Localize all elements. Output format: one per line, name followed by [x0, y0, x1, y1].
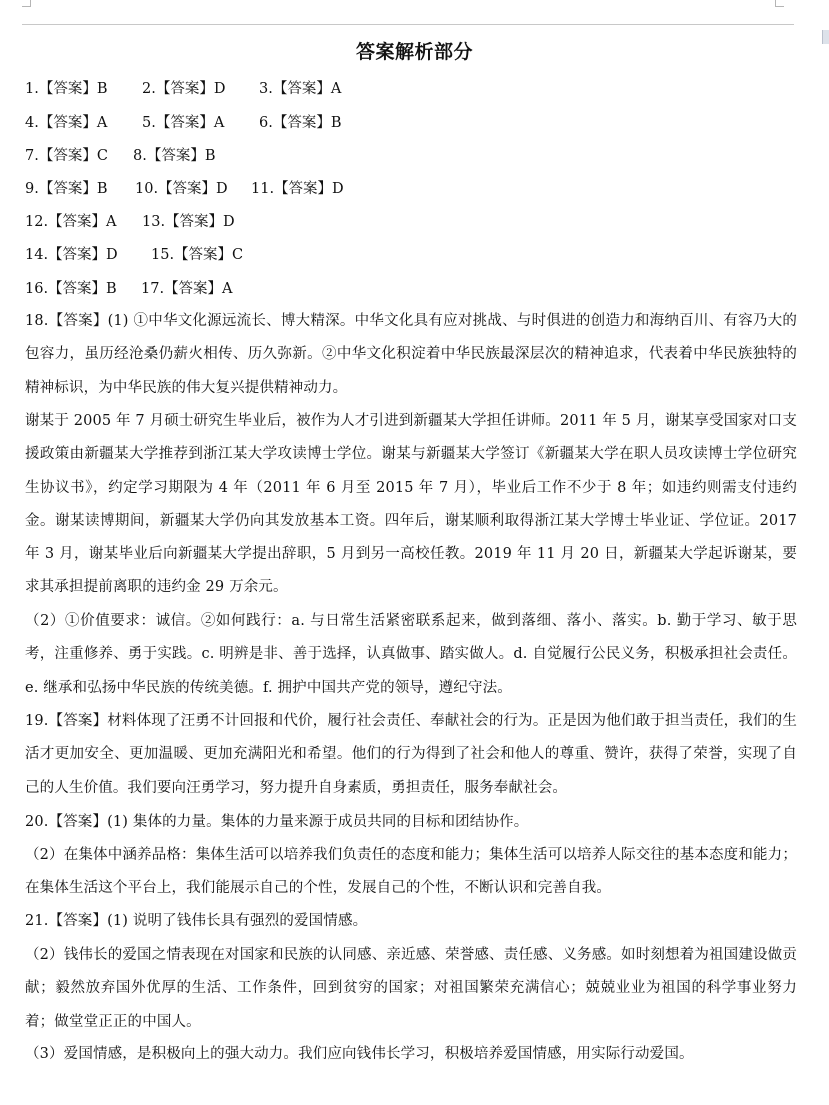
answer-15: 15.【答案】C: [151, 247, 244, 263]
answer-row-1: [25, 79, 341, 99]
answer-row-3: [25, 146, 216, 166]
q21-answer-part1: 21.【答案】(1) 说明了钱伟长具有强烈的爱国情感。: [25, 913, 368, 929]
answer-5: 5.【答案】A: [142, 115, 225, 131]
answer-17: 17.【答案】A: [141, 281, 233, 297]
header-rule: [22, 24, 794, 25]
q18-case-material: 谢某于 2005 年 7 月硕士研究生毕业后，被作为人才引进到新疆某大学担任讲师。2011 年 5 月，谢某享受国家对口支援政策由新疆某大学推荐到浙江某大学攻读博士学位。谢某与新疆某大学签订《新疆某大学在职人员攻读博士学位研究生协议书》，约定学习期限为 4 年（2011 年 6 月至 2015 年 7 月），毕业后工作不少于 8 年；如违约则需支付违约金。谢某读博期间，新疆某大学仍向其发放基本工资。四年后，谢某顺利取得浙江某大学博士毕业证、学位证。2017 年 3 月，谢某毕业后向新疆某大学提出辞职，5 月到另一高校任教。2019 年 11 月 20 日，新疆某大学起诉谢某，要求其承担提前离职的违约金 29 万余元。: [25, 413, 797, 596]
answer-row-2: [25, 113, 342, 133]
page-corner-mark-right: [775, 0, 784, 7]
answer-row-4: [25, 179, 344, 199]
answer-row-6: [25, 245, 243, 265]
q21-answer-part2: （2）钱伟长的爱国之情表现在对国家和民族的认同感、亲近感、荣誉感、责任感、义务感。如时刻想着为祖国建设做贡献；毅然放弃国外优厚的生活、工作条件，回到贫穷的国家；对祖国繁荣充满信心；兢兢业业为祖国的科学事业努力着；做堂堂正正的中国人。: [25, 947, 797, 1030]
answer-16: 16.【答案】B: [25, 281, 117, 297]
answer-3: 3.【答案】A: [259, 81, 342, 97]
q18-answer-part1: 18.【答案】(1) ①中华文化源远流长、博大精深。中华文化具有应对挑战、与时俱进的创造力和海纳百川、有容乃大的包容力，虽历经沧桑仍薪火相传、历久弥新。②中华文化积淀着中华民族最深层次的精神追求，代表着中华民族独特的精神标识，为中华民族的伟大复兴提供精神动力。: [25, 313, 797, 396]
answer-6: 6.【答案】B: [259, 115, 342, 131]
answer-4: 4.【答案】A: [25, 115, 108, 131]
answer-2: 2.【答案】D: [142, 81, 226, 97]
answer-row-7: [25, 279, 233, 299]
q20-answer-part2: （2）在集体中涵养品格：集体生活可以培养我们负责任的态度和能力；集体生活可以培养人际交往的基本态度和能力；在集体生活这个平台上，我们能展示自己的个性，发展自己的个性，不断认识和完善自我。: [25, 847, 797, 897]
answer-11: 11.【答案】D: [251, 181, 344, 197]
q20-answer-part1: 20.【答案】(1) 集体的力量。集体的力量来源于成员共同的目标和团结协作。: [25, 814, 529, 830]
q18-answer-part2: （2）①价值要求：诚信。②如何践行：a. 与日常生活紧密联系起来，做到落细、落小、落实。b. 勤于学习、敏于思考，注重修养、勇于实践。c. 明辨是非、善于选择，认真做事、踏实做人。d. 自觉履行公民义务，积极承担社会责任。e. 继承和弘扬中华民族的传统美德。f. 拥护中国共产党的领导，遵纪守法。: [25, 613, 797, 696]
answer-14: 14.【答案】D: [25, 247, 118, 263]
answer-row-5: [25, 212, 235, 232]
answer-7: 7.【答案】C: [25, 148, 108, 164]
answer-9: 9.【答案】B: [25, 181, 108, 197]
answer-13: 13.【答案】D: [142, 214, 235, 230]
answer-10: 10.【答案】D: [135, 181, 228, 197]
q21-answer-part3: （3）爱国情感，是积极向上的强大动力。我们应向钱伟长学习，积极培养爱国情感，用实际行动爱国。: [25, 1046, 694, 1062]
answer-12: 12.【答案】A: [25, 214, 117, 230]
answer-1: 1.【答案】B: [25, 81, 108, 97]
q19-answer: 19.【答案】材料体现了汪勇不计回报和代价，履行社会责任、奉献社会的行为。正是因为他们敢于担当责任，我们的生活才更加安全、更加温暖、更加充满阳光和希望。他们的行为得到了社会和他人的尊重、赞许，获得了荣誉，实现了自己的人生价值。我们要向汪勇学习，努力提升自身素质，勇担责任，服务奉献社会。: [25, 713, 797, 796]
page-corner-mark-left: [22, 0, 31, 7]
answer-8: 8.【答案】B: [133, 148, 216, 164]
page-title: 答案解析部分: [355, 41, 473, 63]
